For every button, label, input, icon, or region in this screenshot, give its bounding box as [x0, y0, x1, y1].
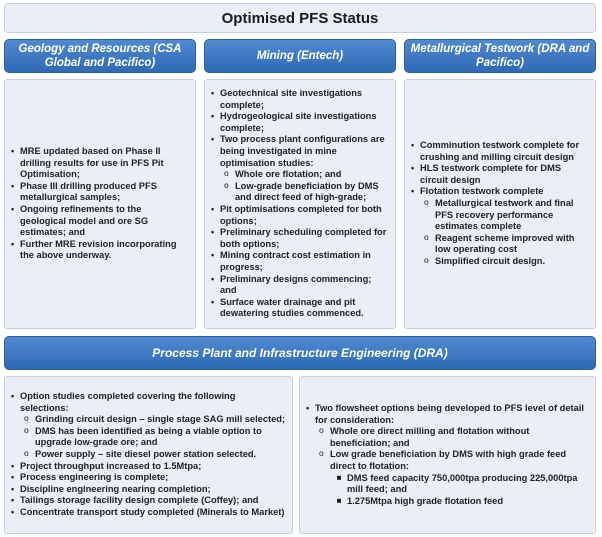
- sub-bullet-item: o Whole ore direct milling and flotation without beneficiation; and: [318, 426, 589, 449]
- bullet-item: • Geotechnical site investigations complete;: [210, 88, 389, 111]
- geology-panel: [4, 79, 196, 329]
- bullet-item: • Preliminary designs commencing; and: [210, 274, 389, 297]
- process-left-panel: [4, 376, 293, 534]
- metallurgical-list: [405, 140, 595, 268]
- bullet-item: • Two flowsheet options being developed to PFS level of detail for consideration:: [305, 403, 589, 426]
- bullet-item: • Discipline engineering nearing completion;: [10, 484, 286, 496]
- geology-header: Geology and Resources (CSA Global and Pacifico): [4, 39, 196, 73]
- sub-bullet-item: o DMS has been identified as being a viable option to upgrade low-grade ore; and: [23, 426, 286, 449]
- bullet-item: • Process engineering is complete;: [10, 472, 286, 484]
- sub-bullet-item: o Simplified circuit design.: [423, 256, 589, 268]
- sub-bullet-item: o Reagent scheme improved with low operating cost: [423, 233, 589, 256]
- sub-sub-bullet-item: 1.275Mtpa high grade flotation feed: [335, 496, 589, 508]
- bullet-item: • Preliminary scheduling completed for both options;: [210, 227, 389, 250]
- process-header: Process Plant and Infrastructure Engineering (DRA): [4, 336, 596, 370]
- sub-bullet-item: o Low-grade beneficiation by DMS and direct feed of high-grade;: [223, 181, 389, 204]
- bullet-item: • Ongoing refinements to the geological model and ore SG estimates; and: [10, 204, 189, 239]
- mining-list: [205, 88, 395, 320]
- bullet-item: • HLS testwork complete for DMS circuit design: [410, 163, 589, 186]
- geology-list: [5, 146, 195, 262]
- bullet-item: • Concentrate transport study completed (Minerals to Market): [10, 507, 286, 519]
- bullet-item: • MRE updated based on Phase II drilling results for use in PFS Pit Optimisation;: [10, 146, 189, 181]
- metallurgical-panel: [404, 79, 596, 329]
- sub-bullet-item: o Grinding circuit design – single stage SAG mill selected;: [23, 414, 286, 426]
- mining-header: Mining (Entech): [204, 39, 396, 73]
- sub-bullet-item: o Low grade beneficiation by DMS with high grade feed direct to flotation:: [318, 449, 589, 472]
- bullet-item: • Phase III drilling produced PFS metallurgical samples;: [10, 181, 189, 204]
- sub-bullet-item: o Power supply – site diesel power station selected.: [23, 449, 286, 461]
- bullet-item: • Further MRE revision incorporating the above underway.: [10, 239, 189, 262]
- bullet-item: • Project throughput increased to 1.5Mtpa;: [10, 461, 286, 473]
- page-title: Optimised PFS Status: [4, 3, 596, 33]
- process-right-list: [300, 403, 595, 507]
- bullet-item: • Two process plant configurations are being investigated in mine optimisation studies:: [210, 134, 389, 169]
- sub-bullet-item: o Metallurgical testwork and final PFS recovery performance estimates complete: [423, 198, 589, 233]
- bullet-item: • Surface water drainage and pit dewatering studies commenced.: [210, 297, 389, 320]
- sub-sub-bullet-item: DMS feed capacity 750,000tpa producing 225,000tpa mill feed; and: [335, 472, 589, 495]
- bullet-item: • Hydrogeological site investigations complete;: [210, 111, 389, 134]
- mining-panel: [204, 79, 396, 329]
- sub-bullet-item: o Whole ore flotation; and: [223, 169, 389, 181]
- bullet-item: • Tailings storage facility design complete (Coffey); and: [10, 496, 286, 508]
- bullet-item: • Mining contract cost estimation in progress;: [210, 250, 389, 273]
- bullet-item: • Pit optimisations completed for both options;: [210, 204, 389, 227]
- process-right-panel: [299, 376, 596, 534]
- process-left-list: [5, 391, 292, 519]
- bullet-item: • Comminution testwork complete for crushing and milling circuit design: [410, 140, 589, 163]
- metallurgical-header: Metallurgical Testwork (DRA and Pacifico): [404, 39, 596, 73]
- bullet-item: • Flotation testwork complete: [410, 187, 589, 199]
- bullet-item: • Option studies completed covering the following selections:: [10, 391, 286, 414]
